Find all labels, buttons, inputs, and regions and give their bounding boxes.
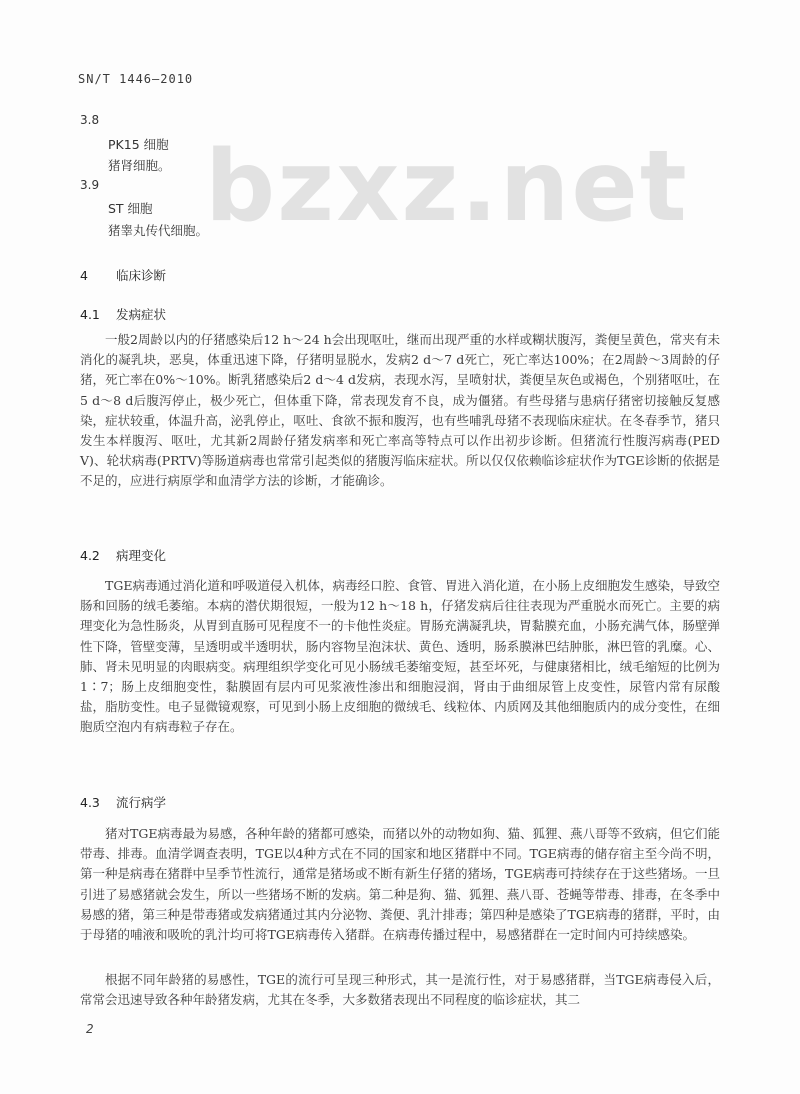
section-paragraph: 根据不同年龄猪的易感性，TGE的流行可呈现三种形式，其一是流行性，对于易感猪群，当TGE病毒侵入后，常常会迅速导致各种年龄猪发病，尤其在冬季，大多数猪表现出不同程度的临诊症状，其二 <box>80 972 720 1008</box>
term-definition: 猪肾细胞。 <box>108 158 171 173</box>
term-number: 3.8 <box>80 113 100 127</box>
term-name: ST 细胞 <box>108 201 153 216</box>
chapter-number: 4 <box>80 268 88 283</box>
term-number: 3.9 <box>80 178 100 192</box>
section-heading <box>80 305 166 323</box>
section-paragraph: 猪对TGE病毒最为易感，各种年龄的猪都可感染，而猪以外的动物如狗、猫、狐狸、燕八哥等不致病，但它们能带毒、排毒。血清学调查表明，TGE以4种方式在不同的国家和地区猪群中不同。TGE病毒的储存宿主至今尚不明，第一种是病毒在猪群中呈季节性流行，通常是猪场或不断有新生仔猪的猪场，TGE病毒可持续存在于这些猪场。一旦引进了易感猪就会发生，所以一些猪场不断的发病。第二种是狗、猫、狐狸、燕八哥、苍蝇等带毒、排毒，在冬季中易感的猪，第三种是带毒猪或发病猪通过其内分泌物、粪便、乳汁排毒；第四种是感染了TGE病毒的猪群，平时，由于母猪的哺液和吸吮的乳汁均可将TGE病毒传入猪群。在病毒传播过程中，易感猪群在一定时间内可持续感染。 <box>80 826 720 943</box>
watermark: bzxz.net <box>205 130 689 244</box>
section-title: 流行病学 <box>116 795 167 810</box>
section-title: 病理变化 <box>116 548 167 563</box>
section-heading <box>80 793 166 811</box>
section-number: 4.2 <box>80 548 100 563</box>
standard-code: SN/T 1446—2010 <box>78 72 194 86</box>
section-paragraph: TGE病毒通过消化道和呼吸道侵入机体，病毒经口腔、食管、胃进入消化道，在小肠上皮细胞发生感染，导致空肠和回肠的绒毛萎缩。本病的潜伏期很短，一般为12 h～18 h，仔猪发病后往往表现为严重脱水而死亡。主要的病理变化为急性肠炎，从胃到直肠可见程度不一的卡他性炎症。胃肠充满凝乳块，胃黏膜充血，小肠充满气体，肠壁弹性下降，管壁变薄，呈透明或半透明状，肠内容物呈泡沫状、黄色、透明，肠系膜淋巴结肿胀，淋巴管的乳糜。心、肺、肾未见明显的肉眼病变。病理组织学变化可见小肠绒毛萎缩变短，甚至坏死，与健康猪相比，绒毛缩短的比例为1∶7；肠上皮细胞变性，黏膜固有层内可见浆液性渗出和细胞浸润，肾由于曲细尿管上皮变性，尿管内常有尿酸盐，脂肪变性。电子显微镜观察，可见到小肠上皮细胞的微绒毛、线粒体、内质网及其他细胞质内的成分变性，在细胞质空泡内有病毒粒子存在。 <box>80 578 720 735</box>
section-number: 4.3 <box>80 795 100 810</box>
section-title: 发病症状 <box>116 307 167 322</box>
section-heading <box>80 546 166 564</box>
section-paragraph: 一般2周龄以内的仔猪感染后12 h～24 h会出现呕吐，继而出现严重的水样或糊状腹泻，粪便呈黄色，常夹有未消化的凝乳块，恶臭，体重迅速下降，仔猪明显脱水，发病2 d～7 d死亡，死亡率达100%；在2周龄～3周龄的仔猪，死亡率在0%～10%。断乳猪感染后2 d～4 d发病，表现水泻，呈喷射状，粪便呈灰色或褐色，个别猪呕吐，在5 d～8 d后腹泻停止，极少死亡，但体重下降，常表现发育不良，成为僵猪。有些母猪与患病仔猪密切接触反复感染，症状较重，体温升高，泌乳停止，呕吐、食欲不振和腹泻，也有些哺乳母猪不表现临床症状。在冬春季节，猪只发生本样腹泻、呕吐，尤其新2周龄仔猪发病率和死亡率高等特点可以作出初步诊断。但猪流行性腹泻病毒(PEDV)、轮状病毒(PRTV)等肠道病毒也常常引起类似的猪腹泻临床症状。所以仅仅依赖临诊症状作为TGE诊断的依据是不足的，应进行病原学和血清学方法的诊断，才能确诊。 <box>80 332 720 489</box>
chapter-heading <box>80 266 166 284</box>
term-name: PK15 细胞 <box>108 137 169 152</box>
section-number: 4.1 <box>80 307 100 322</box>
page-number: 2 <box>86 1022 94 1036</box>
chapter-title: 临床诊断 <box>116 268 167 283</box>
term-definition: 猪睾丸传代细胞。 <box>108 223 209 238</box>
